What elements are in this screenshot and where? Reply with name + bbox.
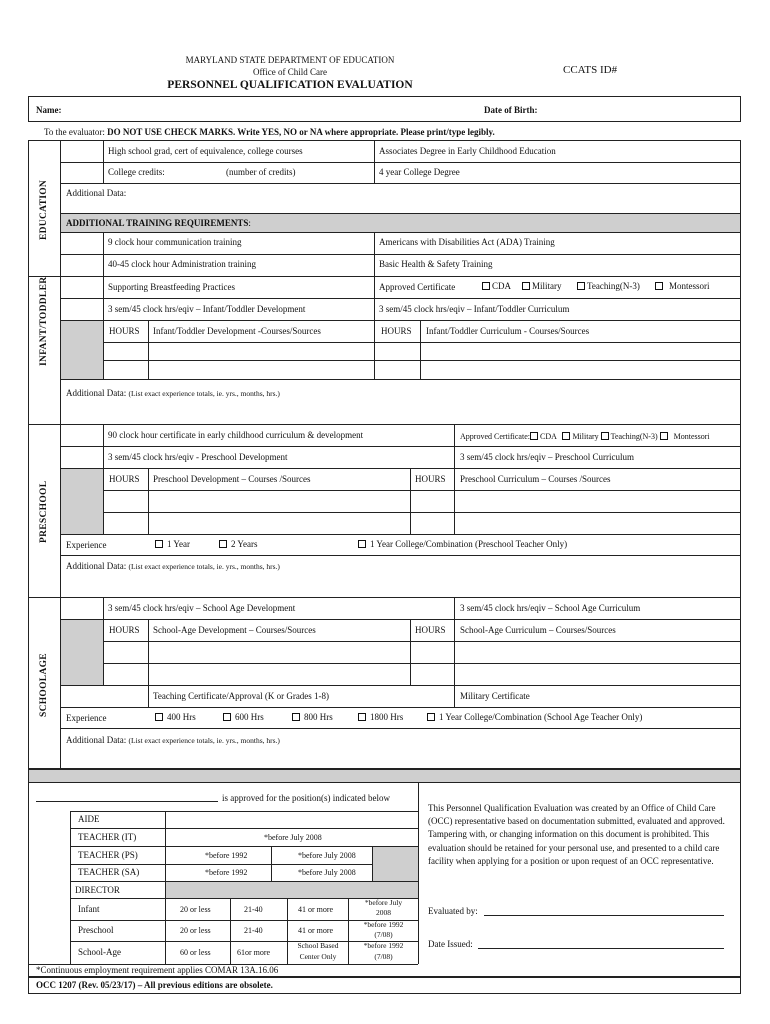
- military-option[interactable]: Military: [522, 282, 562, 291]
- schoolage-development-row[interactable]: 3 sem/45 clock hrs/eqiv – School Age Development: [108, 603, 296, 613]
- director-label: DIRECTOR: [75, 885, 120, 895]
- director-school-age-row[interactable]: School-Age: [78, 947, 121, 957]
- cda-option[interactable]: CDA: [482, 282, 511, 291]
- infant-20-or-less: 20 or less: [180, 905, 211, 914]
- schoolage-dev-hours-header: HOURS: [109, 625, 140, 635]
- checkbox-icon[interactable]: [530, 432, 538, 440]
- schoolage-400-hrs-option[interactable]: 400 Hrs: [155, 713, 196, 722]
- preschool-experience-label: Experience: [66, 540, 107, 550]
- date-issued-label: Date Issued:: [428, 939, 473, 949]
- director-infant-row[interactable]: Infant: [78, 904, 100, 914]
- school-based-l2: Center Only: [299, 952, 337, 961]
- approved-statement: is approved for the position(s) indicated below: [222, 793, 390, 803]
- preschool-development-row[interactable]: 3 sem/45 clock hrs/eqiv - Preschool Development: [108, 452, 288, 462]
- infant-21-40: 21-40: [244, 905, 263, 914]
- checkbox-icon: [522, 282, 530, 290]
- teacher-it-before-july-2008: *before July 2008: [264, 833, 322, 842]
- checkbox-icon: [155, 540, 163, 548]
- checkbox-icon: [219, 540, 227, 548]
- number-of-credits-hint: (number of credits): [226, 167, 296, 177]
- checkbox-icon: [482, 282, 490, 290]
- name-dob-box[interactable]: [28, 96, 741, 122]
- school-age-61-or-more: 61or more: [237, 948, 271, 957]
- preschool-2-years-option[interactable]: 2 Years: [219, 540, 258, 549]
- infant-41-or-more: 41 or more: [298, 905, 334, 914]
- teacher-sa-before-1992: *before 1992: [205, 868, 248, 877]
- preschool-21-40: 21-40: [244, 926, 263, 935]
- teacher-sa-position[interactable]: TEACHER (SA): [78, 867, 140, 877]
- evaluator-instruction: To the evaluator: DO NOT USE CHECK MARKS. Write YES, NO or NA where appropriate. Please print/type legibly.: [44, 127, 495, 137]
- teaching-certificate-row[interactable]: Teaching Certificate/Approval (K or Grades 1-8): [153, 691, 330, 701]
- health-safety-training-row[interactable]: Basic Health & Safety Training: [379, 259, 493, 269]
- checkbox-icon: [427, 713, 435, 721]
- preschool-41-or-more: 41 or more: [298, 926, 334, 935]
- schoolage-combination-option[interactable]: 1 Year College/Combination (School Age Teacher Only): [427, 713, 642, 722]
- checkbox-icon[interactable]: [601, 432, 609, 440]
- infant-dev-hours-header: HOURS: [109, 326, 140, 336]
- hs-grad-row[interactable]: High school grad, cert of equivalence, college courses: [108, 146, 303, 156]
- infant-toddler-section-label: INFANT/TODDLER: [39, 276, 49, 366]
- preschool-dev-hours-header: HOURS: [109, 474, 140, 484]
- preschool-combination-option[interactable]: 1 Year College/Combination (Preschool Teacher Only): [358, 540, 567, 549]
- continuous-employment-footnote: *Continuous employment requirement applies COMAR 13A.16.06: [36, 965, 279, 975]
- preschool-dev-courses-header: Preschool Development – Courses /Sources: [153, 474, 311, 484]
- director-preschool-row[interactable]: Preschool: [78, 925, 114, 935]
- infant-curr-courses-header: Infant/Toddler Curriculum - Courses/Sources: [426, 326, 590, 336]
- school-age-60-or-less: 60 or less: [180, 948, 211, 957]
- preschool-20-or-less: 20 or less: [180, 926, 211, 935]
- checkbox-icon: [577, 282, 585, 290]
- school-based-l1: School Based: [297, 941, 339, 950]
- schoolage-dev-courses-header: School-Age Development – Courses/Sources: [153, 625, 316, 635]
- schoolage-section-label: SCHOOLAGE: [39, 653, 49, 717]
- ada-training-row[interactable]: Americans with Disabilities Act (ADA) Training: [379, 237, 555, 247]
- infant-curr-hours-header: HOURS: [381, 326, 412, 336]
- schoolage-additional-data[interactable]: Additional Data: (List exact experience totals, ie. yrs., months, hrs.): [66, 735, 280, 745]
- training-requirements-header: ADDITIONAL TRAINING REQUIREMENTS:: [66, 218, 251, 228]
- aide-position[interactable]: AIDE: [78, 814, 100, 824]
- preschool-curriculum-row[interactable]: 3 sem/45 clock hrs/eqiv – Preschool Curriculum: [460, 452, 634, 462]
- dob-label: Date of Birth:: [484, 105, 538, 115]
- infant-before-july-2008-l1: *before July: [364, 898, 403, 907]
- school-age-before-1992-l1: *before 1992: [363, 941, 404, 950]
- military-certificate-row[interactable]: Military Certificate: [460, 691, 530, 701]
- montessori-option[interactable]: Montessori: [655, 282, 710, 291]
- evaluated-by-line[interactable]: [484, 915, 724, 916]
- preschool-section-label: PRESCHOOL: [39, 480, 49, 543]
- agency-name: MARYLAND STATE DEPARTMENT OF EDUCATION: [185, 55, 395, 65]
- admin-training-row[interactable]: 40-45 clock hour Administration training: [108, 259, 256, 269]
- infant-curriculum-row[interactable]: 3 sem/45 clock hrs/eqiv – Infant/Toddler Curriculum: [379, 304, 570, 314]
- preschool-before-1992-l2: (7/08): [374, 930, 393, 939]
- preschool-90-hour-cert-row[interactable]: 90 clock hour certificate in early childhood curriculum & development: [108, 430, 364, 440]
- schoolage-curr-hours-header: HOURS: [415, 625, 446, 635]
- checkbox-icon: [292, 713, 300, 721]
- preschool-curr-courses-header: Preschool Curriculum – Courses /Sources: [460, 474, 611, 484]
- infant-additional-data[interactable]: Additional Data: (List exact experience totals, ie. yrs., months, hrs.): [66, 388, 280, 398]
- preschool-curr-hours-header: HOURS: [415, 474, 446, 484]
- four-year-degree-row[interactable]: 4 year College Degree: [379, 167, 460, 177]
- evaluated-by-label: Evaluated by:: [428, 906, 478, 916]
- page-title: PERSONNEL QUALIFICATION EVALUATION: [167, 79, 413, 91]
- schoolage-curr-courses-header: School-Age Curriculum – Courses/Sources: [460, 625, 616, 635]
- education-additional-data[interactable]: Additional Data:: [66, 188, 127, 198]
- college-credits-label[interactable]: College credits:: [108, 167, 165, 177]
- school-age-before-1992-l2: (7/08): [374, 952, 393, 961]
- schoolage-1800-hrs-option[interactable]: 1800 Hrs: [358, 713, 403, 722]
- evaluation-notice: This Personnel Qualification Evaluation was created by an Office of Child Care (OCC) representative based on documentation submitted, evaluated and approved. Tampering with, or changing information on this document is prohibited. This evaluation should be retained for your personal use, and presented to a child care facility when applying for a position or upon request of an OCC representative.: [428, 803, 725, 866]
- checkbox-icon: [358, 540, 366, 548]
- preschool-1-year-option[interactable]: 1 Year: [155, 540, 190, 549]
- schoolage-curriculum-row[interactable]: 3 sem/45 clock hrs/eqiv – School Age Curriculum: [460, 603, 641, 613]
- teacher-sa-before-july-2008: *before July 2008: [298, 868, 356, 877]
- infant-development-row[interactable]: 3 sem/45 clock hrs/eqiv – Infant/Toddler Development: [108, 304, 306, 314]
- associates-degree-row[interactable]: Associates Degree in Early Childhood Education: [379, 146, 556, 156]
- checkbox-icon: [655, 282, 663, 290]
- checkbox-icon[interactable]: [660, 432, 668, 440]
- preschool-before-1992-l1: *before 1992: [363, 920, 404, 929]
- schoolage-experience-label: Experience: [66, 713, 107, 723]
- ccats-id-label: CCATS ID#: [563, 64, 618, 76]
- checkbox-icon[interactable]: [562, 432, 570, 440]
- teacher-ps-before-1992: *before 1992: [205, 851, 248, 860]
- checkbox-icon: [155, 713, 163, 721]
- approved-certificate-label: Approved Certificate: [379, 282, 456, 292]
- checkbox-icon: [358, 713, 366, 721]
- communication-training-row[interactable]: 9 clock hour communication training: [108, 237, 242, 247]
- education-section-label: EDUCATION: [39, 179, 49, 240]
- infant-dev-courses-header: Infant/Toddler Development -Courses/Sources: [153, 326, 321, 336]
- preschool-additional-data[interactable]: Additional Data: (List exact experience totals, ie. yrs., months, hrs.): [66, 561, 280, 571]
- office-name: Office of Child Care: [252, 67, 328, 77]
- teacher-ps-before-july-2008: *before July 2008: [298, 851, 356, 860]
- date-issued-line[interactable]: [478, 948, 724, 949]
- approved-person-line[interactable]: [36, 801, 218, 802]
- form-revision: OCC 1207 (Rev. 05/23/17) – All previous editions are obsolete.: [36, 980, 273, 990]
- name-label: Name:: [36, 105, 62, 115]
- breastfeeding-row[interactable]: Supporting Breastfeeding Practices: [108, 282, 235, 292]
- teacher-ps-position[interactable]: TEACHER (PS): [78, 850, 138, 860]
- schoolage-600-hrs-option[interactable]: 600 Hrs: [223, 713, 264, 722]
- infant-before-july-2008-l2: 2008: [376, 908, 391, 917]
- preschool-approved-certificate: Approved Certificate: CDA Military Teaching(N-3) Montessori: [460, 432, 710, 441]
- schoolage-800-hrs-option[interactable]: 800 Hrs: [292, 713, 333, 722]
- checkbox-icon: [223, 713, 231, 721]
- teacher-it-position[interactable]: TEACHER (IT): [78, 832, 137, 842]
- teaching-n3-option[interactable]: Teaching(N-3): [577, 282, 640, 291]
